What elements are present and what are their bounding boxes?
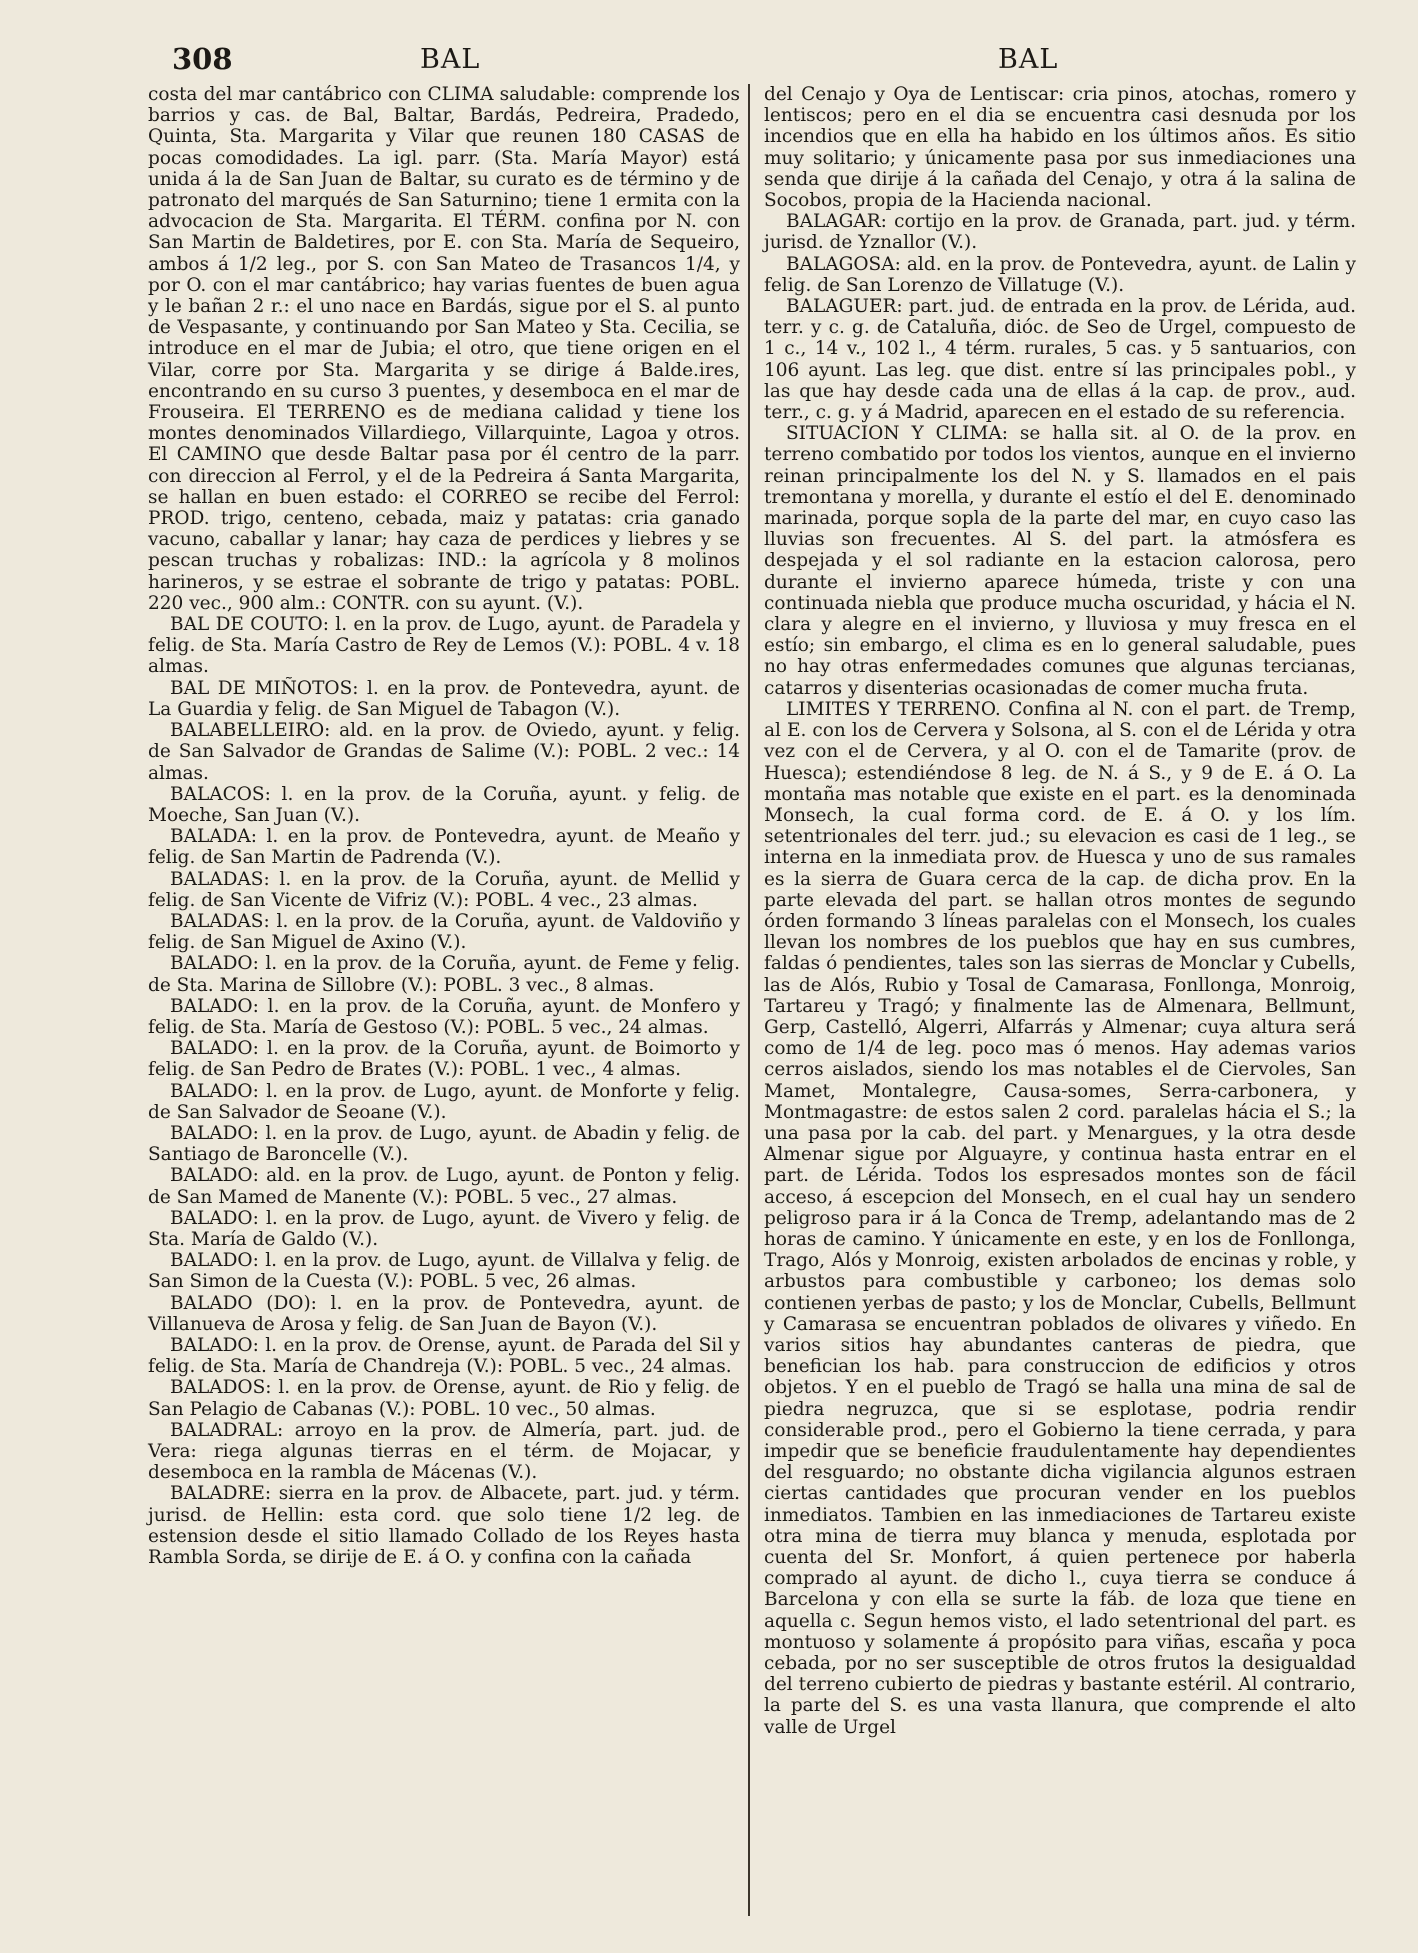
page-header xyxy=(148,42,1348,82)
running-head-left: BAL xyxy=(420,44,481,75)
left-column xyxy=(148,84,740,1568)
entry-paragraph: SITUACION Y CLIMA: se halla sit. al O. de la prov. en terreno combatido por todos los vientos, aunque en el invierno reinan principalmente los del N. y S. llamados en el pais tremontana y morella, y durante el estío el del E. denominado marinada, porque sopla de la parte del mar, en cuyo caso las lluvias son frecuentes. Al S. del part. la atmósfera es despejada y el sol radiante en la estacion calorosa, pero durante el invierno aparece húmeda, triste y con una continuada niebla que produce mucha oscuridad, y hácia el N. clara y alegre en el invierno, y lluviosa y muy fresca en el estío; sin embargo, el clima es en lo general saludable, pues no hay otras enfermedades comunes que algunas tercianas, catarros y disenterias ocasionadas de comer mucha fruta. xyxy=(764,423,1356,699)
entry-paragraph: BALADO: l. en la prov. de Lugo, ayunt. de Villalva y felig. de San Simon de la Cuesta (V.): POBL. 5 vec, 26 almas. xyxy=(148,1250,740,1293)
entry-paragraph: BAL DE COUTO: l. en la prov. de Lugo, ayunt. de Paradela y felig. de Sta. María Castro de Rey de Lemos (V.): POBL. 4 v. 18 almas. xyxy=(148,614,740,678)
entry-paragraph: BALADO: l. en la prov. de la Coruña, ayunt. de Boimorto y felig. de San Pedro de Brates (V.): POBL. 1 vec., 4 almas. xyxy=(148,1038,740,1081)
right-column xyxy=(764,84,1356,1738)
entry-paragraph: BALACOS: l. en la prov. de la Coruña, ayunt. y felig. de Moeche, San Juan (V.). xyxy=(148,783,740,826)
page-number: 308 xyxy=(172,42,233,76)
entry-paragraph: BALADO: l. en la prov. de Lugo, ayunt. de Abadin y felig. de Santiago de Baroncelle (V.). xyxy=(148,1122,740,1166)
entry-paragraph: BALADRE: sierra en la prov. de Albacete, part. jud. y térm. jurisd. de Hellin: esta cord. que solo tiene 1/2 leg. de estension desde el sitio llamado Collado de los Reyes hasta Rambla Sorda, se dirije de E. á O. y confina con la cañada xyxy=(148,1483,740,1569)
running-head-right: BAL xyxy=(998,44,1059,75)
entry-paragraph: BALADO: ald. en la prov. de Lugo, ayunt. de Ponton y felig. de San Mamed de Manente (V.): POBL. 5 vec., 27 almas. xyxy=(148,1165,740,1208)
entry-paragraph: BALADOS: l. en la prov. de Orense, ayunt. de Rio y felig. de San Pelagio de Cabanas (V.): POBL. 10 vec., 50 almas. xyxy=(148,1377,740,1420)
entry-paragraph: BALABELLEIRO: ald. en la prov. de Oviedo, ayunt. y felig. de San Salvador de Grandas de Salime (V.): POBL. 2 vec.: 14 almas. xyxy=(148,720,740,784)
entry-paragraph: costa del mar cantábrico con CLIMA saludable: comprende los barrios y cas. de Bal, Baltar, Bardás, Pedreira, Pradedo, Quinta, Sta. Margarita y Vilar que reunen 180 CASAS de pocas comodidades. La igl. parr. (Sta. María Mayor) está unida á la de San Juan de Baltar, su curato es de término y de patronato del marqués de San Saturnino; tiene 1 ermita con la advocacion de Sta. Margarita. El TÉRM. confina por N. con San Martin de Baldetires, por E. con Sta. María de Sequeiro, ambos á 1/2 leg., por S. con San Mateo de Trasancos 1/4, y por O. con el mar cantábrico; hay varias fuentes de buen agua y le bañan 2 r.: el uno nace en Bardás, sigue por el S. al punto de Vespasante, y continuando por San Mateo y Sta. Cecilia, se introduce en el mar de Jubia; el otro, que tiene origen en el Vilar, corre por Sta. Margarita y se dirige á Balde.ires, encontrando en su curso 3 puentes, y desemboca en el mar de Frouseira. El TERRENO es de mediana calidad y tiene los montes denominados Villardiego, Villarquinte, Lagoa y otros. El CAMINO que desde Baltar pasa por él centro de la parr. con direccion al Ferrol, y el de la Pedreira á Santa Margarita, se hallan en buen estado: el CORREO se recibe del Ferrol: PROD. trigo, centeno, cebada, maiz y patatas: cria ganado vacuno, caballar y lanar; hay caza de perdices y liebres y se pescan truchas y robalizas: IND.: la agrícola y 8 molinos harineros, y se estrae el sobrante de trigo y patatas: POBL. 220 vec., 900 alm.: CONTR. con su ayunt. (V.). xyxy=(148,84,740,614)
column-divider xyxy=(748,84,750,1916)
entry-paragraph: BALADAS: l. en la prov. de la Coruña, ayunt. de Mellid y felig. de San Vicente de Vifriz (V.): POBL. 4 vec., 23 almas. xyxy=(148,868,740,911)
entry-paragraph: BALAGAR: cortijo en la prov. de Granada, part. jud. y térm. jurisd. de Yznallor (V.). xyxy=(764,211,1356,254)
entry-paragraph: BALAGUER: part. jud. de entrada en la prov. de Lérida, aud. terr. y c. g. de Cataluña, dióc. de Seo de Urgel, compuesto de 1 c., 14 v., 102 l., 4 térm. rurales, 5 cas. y 5 santuarios, con 106 ayunt. Las leg. que dist. entre sí las principales pobl., y las que hay desde cada una de ellas á la cap. de prov., aud. terr., c. g. y á Madrid, aparecen en el estado de su referencia. xyxy=(764,296,1356,424)
entry-paragraph: del Cenajo y Oya de Lentiscar: cria pinos, atochas, romero y lentiscos; pero en el dia se encuentra casi desnuda por los incendios que en ella ha habido en los últimos años. Es sitio muy solitario; y únicamente pasa por sus inmediaciones una senda que dirije á la cañada del Cenajo, y otra á la salina de Socobos, propia de la Hacienda nacional. xyxy=(764,84,1356,212)
entry-paragraph: BALADO: l. en la prov. de la Coruña, ayunt. de Feme y felig. de Sta. Marina de Sillobre (V.): POBL. 3 vec., 8 almas. xyxy=(148,953,740,996)
entry-paragraph: BALADO: l. en la prov. de Orense, ayunt. de Parada del Sil y felig. de Sta. María de Chandreja (V.): POBL. 5 vec., 24 almas. xyxy=(148,1334,740,1378)
entry-paragraph: BAL DE MIÑOTOS: l. en la prov. de Pontevedra, ayunt. de La Guardia y felig. de San Miguel de Tabagon (V.). xyxy=(148,677,740,720)
entry-paragraph: BALADO: l. en la prov. de Lugo, ayunt. de Vivero y felig. de Sta. María de Galdo (V.). xyxy=(148,1207,740,1250)
entry-paragraph: BALAGOSA: ald. en la prov. de Pontevedra, ayunt. de Lalin y felig. de San Lorenzo de Villatuge (V.). xyxy=(764,253,1356,296)
entry-paragraph: BALADO: l. en la prov. de Lugo, ayunt. de Monforte y felig. de San Salvador de Seoane (V.). xyxy=(148,1080,740,1123)
entry-paragraph: BALADAS: l. en la prov. de la Coruña, ayunt. de Valdoviño y felig. de San Miguel de Axino (V.). xyxy=(148,910,740,954)
entry-paragraph: BALADO (DO): l. en la prov. de Pontevedra, ayunt. de Villanueva de Arosa y felig. de San Juan de Bayon (V.). xyxy=(148,1292,740,1335)
entry-paragraph: LIMITES Y TERRENO. Confina al N. con el part. de Tremp, al E. con los de Cervera y Solsona, al S. con el de Lérida y otra vez con el de Cervera, y al O. con el de Tamarite (prov. de Huesca); estendiéndose 8 leg. de N. á S., y 9 de E. á O. La montaña mas notable que existe en el part. es la denominada Monsech, la cual forma cord. de E. á O. y los lím. setentrionales del terr. jud.; su elevacion es casi de 1 leg., se interna en la inmediata prov. de Huesca y uno de sus ramales es la sierra de Guara cerca de la cap. de dicha prov. En la parte elevada del part. se hallan otros montes de segundo órden formando 3 líneas paralelas con el Monsech, los cuales llevan los nombres de los pueblos que hay en sus cumbres, faldas ó pendientes, tales son las sierras de Monclar y Cubells, las de Alós, Rubio y Tosal de Camarasa, Fonllonga, Monroig, Tartareu y Tragó; y finalmente las de Almenara, Bellmunt, Gerp, Castelló, Algerri, Alfarrás y Almenar; cuya altura será como de 1/4 de leg. poco mas ó menos. Hay ademas varios cerros aislados, siendo los mas notables el de Ciervoles, San Mamet, Montalegre, Causa-somes, Serra-carbonera, y Montmagastre: de estos salen 2 cord. paralelas hácia el S.; la una pasa por la cab. del part. y Menargues, y la otra desde Almenar sigue por Alguayre, y continua hasta entrar en el part. de Lérida. Todos los espresados montes son de fácil acceso, á escepcion del Monsech, en el cual hay un sendero peligroso para ir á la Conca de Tremp, adelantando mas de 2 horas de camino. Y únicamente en este, y en los de Fonllonga, Trago, Alós y Monroig, existen arbolados de encinas y roble, y arbustos para combustible y carboneo; los demas solo contienen yerbas de pasto; y los de Monclar, Cubells, Bellmunt y Camarasa se encuentran poblados de olivares y viñedo. En varios sitios hay abundantes canteras de piedra, que benefician los hab. para construccion de edificios y otros objetos. Y en el pueblo de Tragó se halla una mina de sal de piedra negruzca, que si se esplotase, podria rendir considerable prod., pero el Gobierno la tiene cerrada, y para impedir que se beneficie fraudulentamente hay dependientes del resguardo; no obstante dicha vigilancia algunos estraen ciertas cantidades que procuran vender en los pueblos inmediatos. Tambien en las inmediaciones de Tartareu existe otra mina de tierra muy blanca y menuda, esplotada por cuenta del Sr. Monfort, á quien pertenece por haberla comprado al ayunt. de dicho l., cuya tierra se conduce á Barcelona y con ella se surte la fáb. de loza que tiene en aquella c. Segun hemos visto, el lado setentrional del part. es montuoso y solamente á propósito para viñas, escaña y poca cebada, por no ser susceptible de otros frutos la desigualdad del terreno cubierto de piedras y bastante estéril. Al contrario, la parte del S. es una vasta llanura, que comprende el alto valle de Urgel xyxy=(764,698,1356,1738)
entry-paragraph: BALADRAL: arroyo en la prov. de Almería, part. jud. de Vera: riega algunas tierras en el térm. de Mojacar, y desemboca en la rambla de Mácenas (V.). xyxy=(148,1419,740,1484)
entry-paragraph: BALADO: l. en la prov. de la Coruña, ayunt. de Monfero y felig. de Sta. María de Gestoso (V.): POBL. 5 vec., 24 almas. xyxy=(148,995,740,1038)
entry-paragraph: BALADA: l. en la prov. de Pontevedra, ayunt. de Meaño y felig. de San Martin de Padrenda (V.). xyxy=(148,826,740,869)
